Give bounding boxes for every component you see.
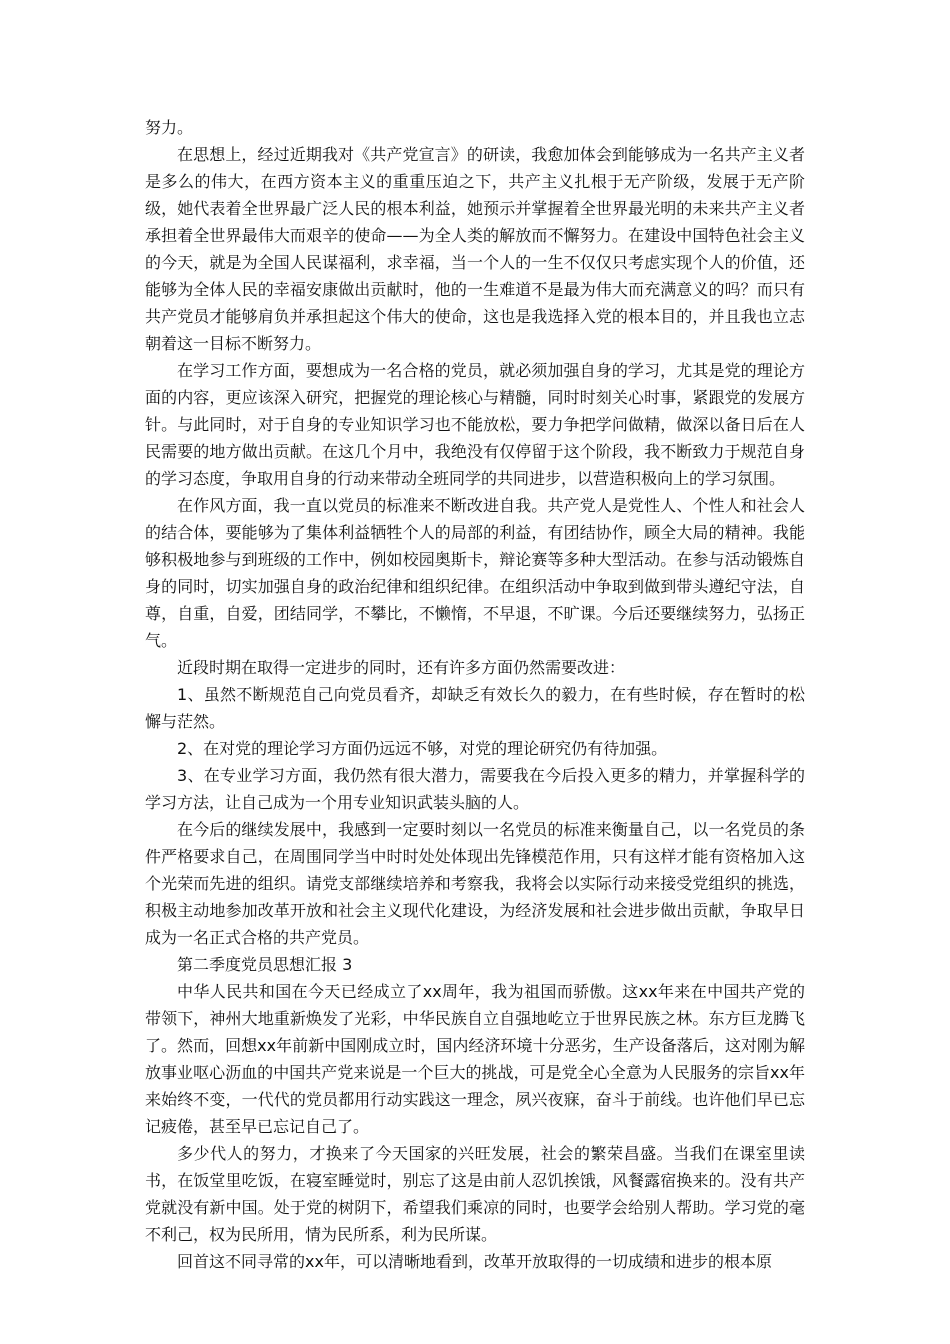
paragraph-generations: 多少代人的努力，才换来了今天国家的兴旺发展，社会的繁荣昌盛。当我们在课室里读书，在饭堂里吃饭，在寝室睡觉时，别忘了这是由前人忍饥挨饿，风餐露宿换来的。没有共产党就没有新中国。处于党的树阴下，希望我们乘凉的同时，也要学会给别人帮助。学习党的毫不利己，权为民所用，情为民所系，利为民所谋。 <box>145 1144 805 1244</box>
paragraph-study-work: 在学习工作方面，要想成为一名合格的党员，就必须加强自身的学习，尤其是党的理论方面的内容，更应该深入研究，把握党的理论核心与精髓，同时时刻关心时事，紧跟党的发展方针。与此同时，对于自身的专业知识学习也不能放松，要力争把学问做精，做深以备日后在人民需要的地方做出贡献。在这几个月中，我绝没有仅停留于这个阶段，我不断致力于规范自身的学习态度，争取用自身的行动来带动全班同学的共同进步，以营造积极向上的学习氛围。 <box>145 361 805 488</box>
paragraph-future: 在今后的继续发展中，我感到一定要时刻以一名党员的标准来衡量自己，以一名党员的条件严格要求自己，在周围同学当中时时处处体现出先锋模范作用，只有这样才能有资格加入这个光荣而先进的组织。请党支部继续培养和考察我，我将会以实际行动来接受党组织的挑选，积极主动地参加改革开放和社会主义现代化建设，为经济发展和社会进步做出贡献，争取早日成为一名正式合格的共产党员。 <box>145 820 805 947</box>
paragraph-work-style: 在作风方面，我一直以党员的标准来不断改进自我。共产党人是党性人、个性人和社会人的结合体，要能够为了集体利益牺牲个人的局部的利益，有团结协作，顾全大局的精神。我能够积极地参与到班级的工作中，例如校园奥斯卡，辩论赛等多种大型活动。在参与活动锻炼自身的同时，切实加强自身的政治纪律和组织纪律。在组织活动中争取到做到带头遵纪守法，自尊，自重，自爱，团结同学，不攀比，不懒惰，不早退，不旷课。今后还要继续努力，弘扬正气。 <box>145 496 805 650</box>
list-item-2: 2、在对党的理论学习方面仍远远不够，对党的理论研究仍有待加强。 <box>177 739 668 758</box>
paragraph-ideology: 在思想上，经过近期我对《共产党宣言》的研读，我愈加体会到能够成为一名共产主义者是多么的伟大，在西方资本主义的重重压迫之下，共产主义扎根于无产阶级，发展于无产阶级，她代表着全世界最广泛人民的根本利益，她预示并掌握着全世界最光明的未来共产主义者承担着全世界最伟大而艰辛的使命——为全人类的解放而不懈努力。在建设中国特色社会主义的今天，就是为全国人民谋福利，求幸福，当一个人的一生不仅仅只考虑实现个人的价值，还能够为全体人民的幸福安康做出贡献时，他的一生难道不是最为伟大而充满意义的吗？而只有共产党员才能够肩负并承担起这个伟大的使命，这也是我选择入党的根本目的，并且我也立志朝着这一目标不断努力。 <box>145 145 805 353</box>
paragraph-continuation: 努力。 <box>145 118 194 137</box>
paragraph-anniversary: 中华人民共和国在今天已经成立了xx周年，我为祖国而骄傲。这xx年来在中国共产党的带领下，神州大地重新焕发了光彩，中华民族自立自强地屹立于世界民族之林。东方巨龙腾飞了。然而，回想xx年前新中国刚成立时，国内经济环境十分恶劣，生产设备落后，这对刚为解放事业呕心沥血的中国共产党来说是一个巨大的挑战，可是党全心全意为人民服务的宗旨xx年来始终不变，一代代的党员都用行动实践这一理念，夙兴夜寐，奋斗于前线。也许他们早已忘记疲倦，甚至早已忘记自己了。 <box>145 982 805 1136</box>
list-item-3: 3、在专业学习方面，我仍然有很大潜力，需要我在今后投入更多的精力，并掌握科学的学习方法，让自己成为一个用专业知识武装头脑的人。 <box>145 766 805 812</box>
paragraph-looking-back: 回首这不同寻常的xx年，可以清晰地看到，改革开放取得的一切成绩和进步的根本原 <box>177 1252 772 1271</box>
document-page <box>145 114 805 1275</box>
paragraph-improvements-intro: 近段时期在取得一定进步的同时，还有许多方面仍然需要改进： <box>177 658 626 677</box>
list-item-1: 1、虽然不断规范自己向党员看齐，却缺乏有效长久的毅力，在有些时候，存在暂时的松懈与茫然。 <box>145 685 805 731</box>
section-heading: 第二季度党员思想汇报 3 <box>177 955 353 974</box>
